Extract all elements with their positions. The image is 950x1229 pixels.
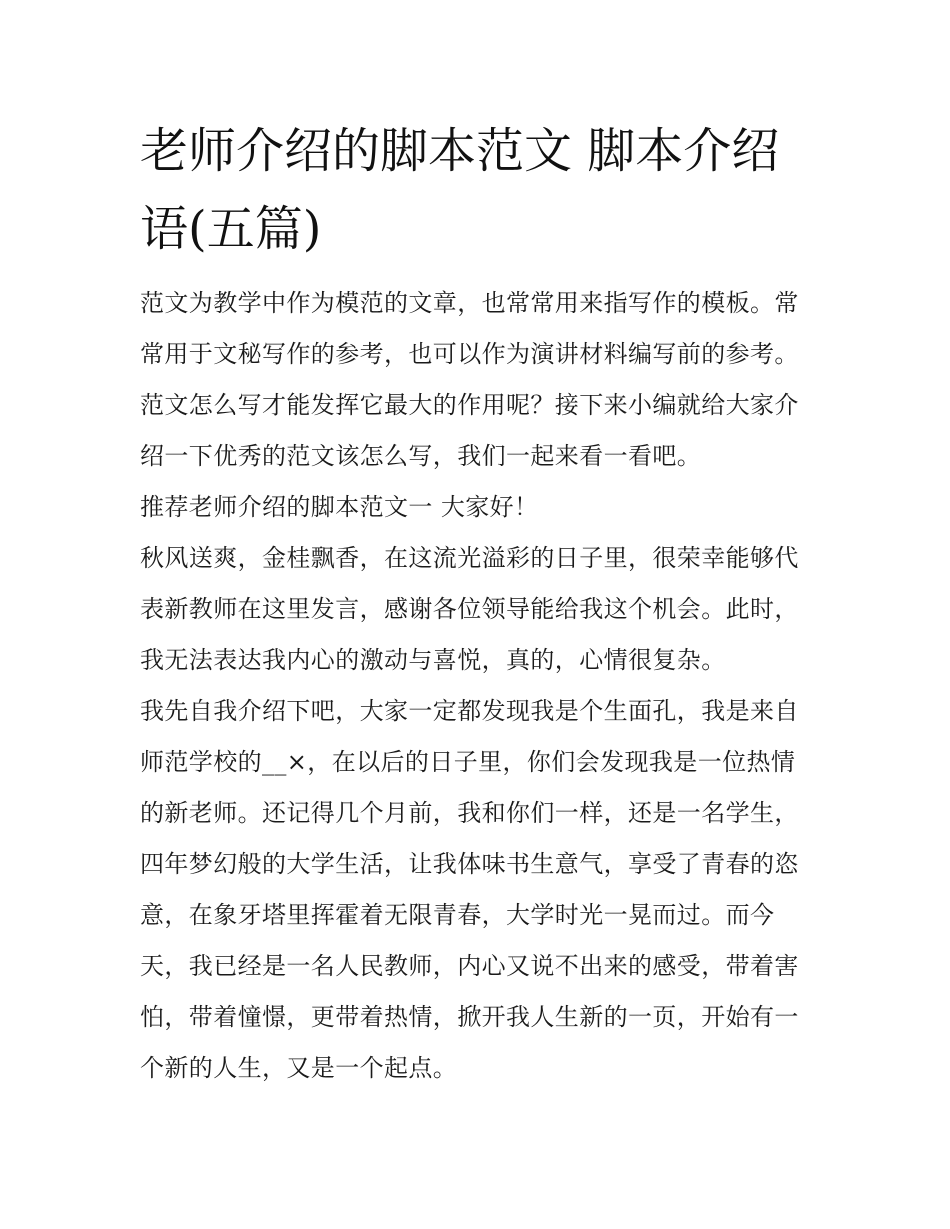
body-line: 天，我已经是一名人民教师，内心又说不出来的感受，带着害 — [140, 952, 799, 980]
body-line: 表新教师在这里发言，感谢各位领导能给我这个机会。此时， — [140, 595, 799, 623]
body-line: 四年梦幻般的大学生活，让我体味书生意气，享受了青春的恣 — [140, 850, 799, 878]
document-title — [140, 112, 820, 268]
body-line: 我先自我介绍下吧，大家一定都发现我是个生面孔，我是来自 — [140, 697, 799, 725]
document-body — [140, 278, 820, 1094]
body-line: 秋风送爽，金桂飘香，在这流光溢彩的日子里，很荣幸能够代 — [140, 544, 799, 572]
title-line: 老师介绍的脚本范文 脚本介绍 — [140, 123, 780, 179]
body-line: 推荐老师介绍的脚本范文一 大家好！ — [140, 493, 539, 521]
body-line: 个新的人生，又是一个起点。 — [140, 1054, 458, 1082]
title-line: 语(五篇) — [140, 201, 322, 257]
body-line: 意，在象牙塔里挥霍着无限青春，大学时光一晃而过。而今 — [140, 901, 775, 929]
document-content — [140, 112, 820, 1094]
body-line: 范文怎么写才能发挥它最大的作用呢？接下来小编就给大家介 — [140, 391, 799, 419]
body-line: 常用于文秘写作的参考，也可以作为演讲材料编写前的参考。 — [140, 340, 799, 368]
body-line: 师范学校的__×，在以后的日子里，你们会发现我是一位热情 — [140, 748, 796, 776]
body-line: 我无法表达我内心的激动与喜悦，真的，心情很复杂。 — [140, 646, 726, 674]
body-line: 怕，带着憧憬，更带着热情，掀开我人生新的一页，开始有一 — [140, 1003, 799, 1031]
body-line: 范文为教学中作为模范的文章，也常常用来指写作的模板。常 — [140, 289, 799, 317]
body-line: 的新老师。还记得几个月前，我和你们一样，还是一名学生， — [140, 799, 799, 827]
body-line: 绍一下优秀的范文该怎么写，我们一起来看一看吧。 — [140, 442, 702, 470]
